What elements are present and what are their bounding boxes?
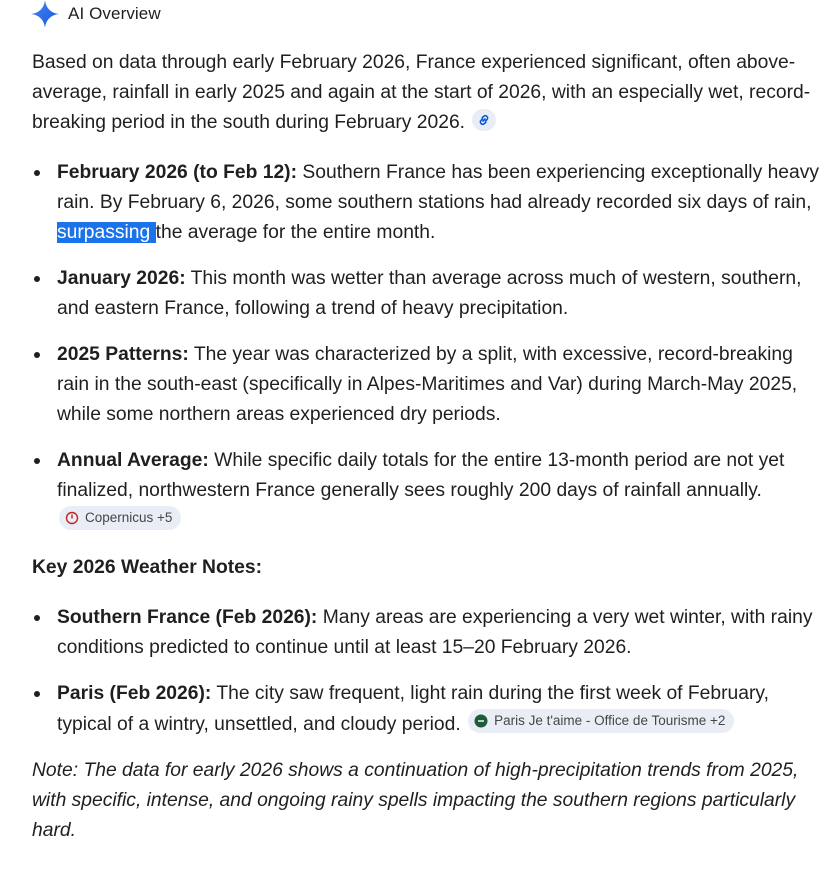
bullet-label: January 2026:	[57, 268, 186, 289]
source-chip-paris[interactable]	[468, 709, 734, 733]
bullet-label: Southern France (Feb 2026):	[57, 607, 318, 628]
bullet-label: February 2026 (to Feb 12):	[57, 162, 298, 183]
citation-link-chip[interactable]	[472, 109, 496, 131]
list-item	[32, 446, 822, 537]
bullet-text: While specific daily totals for the entire 13-month period are not yet finalized, northwestern France generally sees roughly 200 days of rainfall annually.	[57, 450, 785, 501]
source-chip-label: Paris Je t'aime - Office de Tourisme +2	[494, 713, 726, 728]
bullet-label: 2025 Patterns:	[57, 344, 189, 365]
source-chip-label: Copernicus +5	[85, 510, 173, 525]
ai-overview-header	[30, 0, 161, 28]
intro-paragraph	[32, 48, 822, 138]
copernicus-favicon-icon	[65, 511, 79, 525]
bullet-label: Annual Average:	[57, 450, 209, 471]
list-item	[32, 340, 822, 430]
list-item	[32, 264, 822, 324]
bullet-text: The year was characterized by a split, with excessive, record-breaking rain in the south-east (specifically in Alpes-Maritimes and Var) during March-May 2025, while some northern areas experienced dry periods.	[57, 344, 798, 425]
link-icon	[477, 113, 491, 127]
intro-text: Based on data through early February 2026, France experienced significant, often above-average, rainfall in early 2025 and again at the start of 2026, with an especially wet, record-breaking period in the south during February 2026.	[32, 52, 811, 133]
ai-overview-title: AI Overview	[68, 4, 161, 23]
footnote-text: Note: The data for early 2026 shows a continuation of high-precipitation trends from 2025, with specific, intense, and ongoing rainy spells impacting the southern regions particularly hard.	[32, 760, 799, 841]
bullet-text: Many areas are experiencing a very wet winter, with rainy conditions predicted to continue until at least 15–20 February 2026.	[57, 607, 813, 658]
sparkle-icon	[30, 0, 60, 29]
bullet-label: Paris (Feb 2026):	[57, 683, 212, 704]
bullet-text: This month was wetter than average across much of western, southern, and eastern France, following a trend of heavy precipitation.	[57, 268, 802, 319]
key-notes-list	[32, 603, 822, 740]
list-item	[32, 158, 822, 248]
key-notes-heading: Key 2026 Weather Notes:	[32, 557, 263, 578]
overview-content	[32, 48, 822, 846]
list-item	[32, 679, 822, 740]
selected-text-highlight[interactable]: surpassing	[57, 222, 156, 243]
bullet-text: the average for the entire month.	[155, 222, 436, 243]
bullet-text: Southern France has been experiencing exceptionally heavy rain. By February 6, 2026, some southern stations had already recorded six days of rain,	[57, 162, 820, 213]
bullet-text: The city saw frequent, light rain during the first week of February, typical of a wintry, unsettled, and cloudy period.	[57, 683, 769, 735]
list-item	[32, 603, 822, 663]
rainfall-list	[32, 158, 822, 537]
source-chip-copernicus[interactable]	[59, 506, 181, 530]
paris-favicon-icon	[474, 714, 488, 728]
